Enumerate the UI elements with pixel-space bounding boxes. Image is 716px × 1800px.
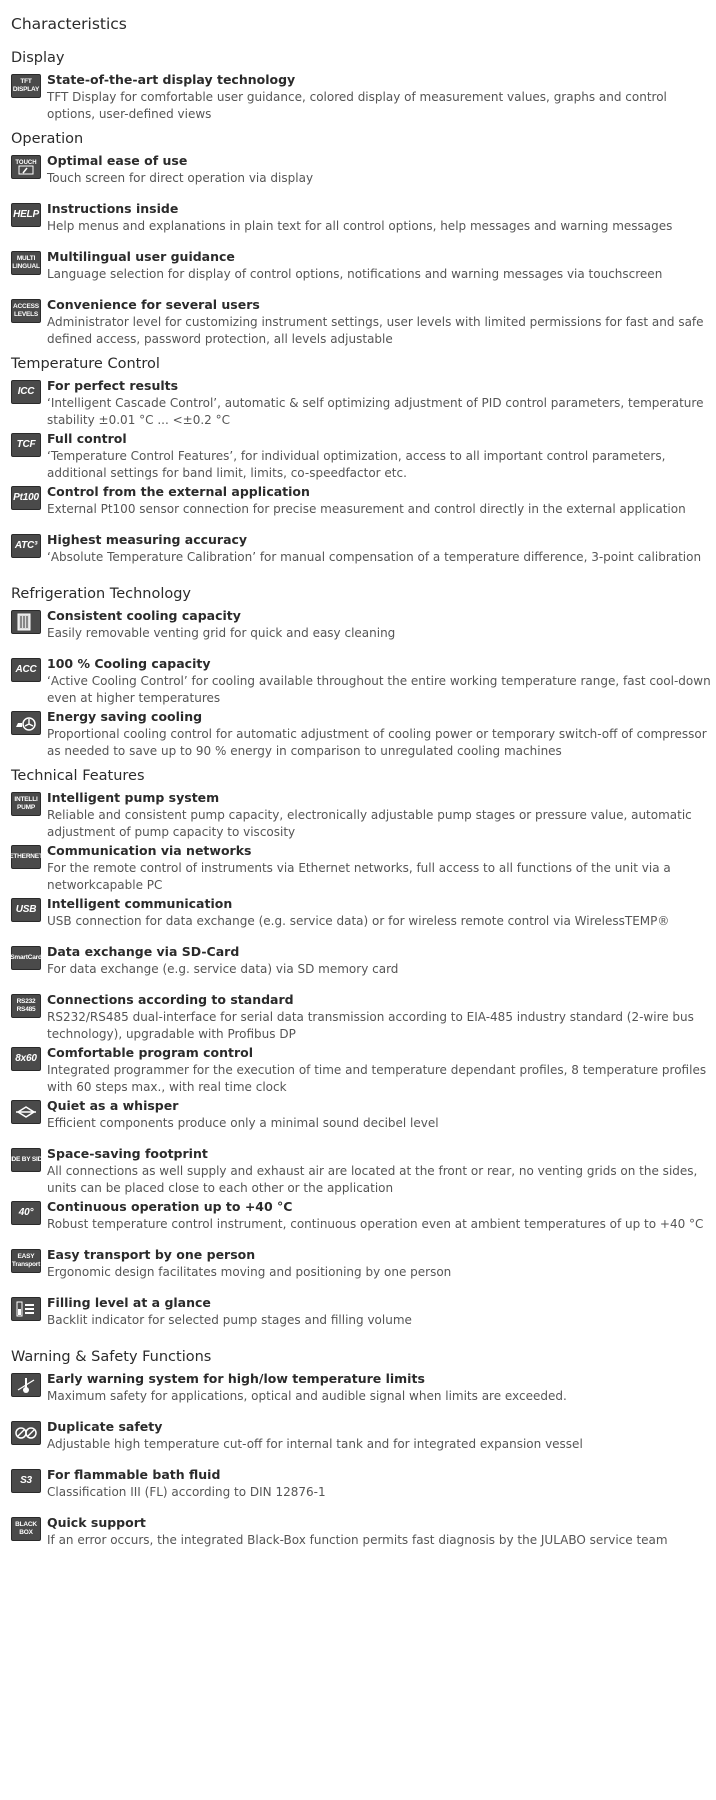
icon-label: INTELLI PUMP [14, 796, 38, 811]
feature-content [47, 654, 711, 707]
feature-description: TFT Display for comfortable user guidance, colored display of measurement values, graphs and control options, user-defined views [47, 90, 667, 121]
energy-saving-icon [11, 711, 41, 735]
feature-content [47, 1096, 711, 1132]
feature-title: Early warning system for high/low temperature limits [47, 1371, 425, 1386]
icon-label: 8x60 [15, 1053, 37, 1064]
section-refrigeration-technology [11, 584, 711, 760]
feature-title: Quiet as a whisper [47, 1098, 179, 1113]
feature-content [47, 151, 711, 187]
feature-item [11, 70, 711, 123]
feature-title: For perfect results [47, 378, 179, 393]
feature-title: Comfortable program control [47, 1045, 253, 1060]
icc-icon [11, 380, 41, 404]
help-icon [11, 203, 41, 227]
feature-content [47, 1369, 711, 1405]
pt100-icon [11, 486, 41, 510]
feature-description: Integrated programmer for the execution of time and temperature dependant profiles, 8 temperature profiles with 60 steps max., with real time clock [47, 1063, 707, 1094]
feature-title: 100 % Cooling capacity [47, 656, 211, 671]
access-levels-icon [11, 299, 41, 323]
feature-title: Highest measuring accuracy [47, 532, 248, 547]
feature-content [47, 1245, 711, 1281]
feature-description: Language selection for display of control options, notifications and warning messages via touchscreen [47, 267, 663, 281]
feature-description: If an error occurs, the integrated Black-Box function permits fast diagnosis by the JULABO service team [47, 1533, 668, 1547]
icon-label: ICC [17, 386, 35, 397]
feature-description: Backlit indicator for selected pump stages and filling volume [47, 1313, 412, 1327]
feature-item [11, 1513, 711, 1561]
feature-content [47, 707, 711, 760]
section-temperature-control [11, 354, 711, 578]
feature-item [11, 1197, 711, 1245]
feature-item [11, 990, 711, 1043]
icon-label: EASY Transport [11, 1253, 41, 1268]
feature-title: Communication via networks [47, 843, 252, 858]
icon-label: USB [15, 904, 37, 915]
icon-label: TFT DISPLAY [12, 78, 40, 93]
feature-title: Instructions inside [47, 201, 179, 216]
feature-item [11, 199, 711, 247]
feature-description: ‘Temperature Control Features’, for individual optimization, access to all important control parameters, additional settings for band limit, limits, co-speedfactor etc. [47, 449, 666, 480]
section-title: Operation [11, 131, 84, 147]
feature-title: Connections according to standard [47, 992, 294, 1007]
usb-icon [11, 898, 41, 922]
multi-lingual-icon [11, 251, 41, 275]
icon-label: BLACK BOX [15, 1521, 37, 1536]
feature-title: Convenience for several users [47, 297, 260, 312]
side-by-side-icon [5, 1148, 47, 1172]
feature-description: Robust temperature control instrument, continuous operation even at ambient temperatures of up to +40 °C [47, 1217, 704, 1231]
feature-title: Continuous operation up to +40 °C [47, 1199, 293, 1214]
feature-content [47, 376, 711, 429]
feature-description: RS232/RS485 dual-interface for serial data transmission according to EIA-485 industry standard (2-wire bus technology), upgradable with Profibus DP [47, 1010, 694, 1041]
feature-content [47, 990, 711, 1043]
feature-content [47, 606, 711, 642]
feature-description: Touch screen for direct operation via display [47, 171, 314, 185]
feature-description: Help menus and explanations in plain text for all control options, help messages and warning messages [47, 219, 673, 233]
feature-title: Multilingual user guidance [47, 249, 235, 264]
feature-item [11, 1245, 711, 1293]
section-title: Warning & Safety Functions [11, 1349, 212, 1365]
feature-description: Reliable and consistent pump capacity, electronically adjustable pump stages or pressure value, automatic adjustment of pump capacity to viscosity [47, 808, 692, 839]
feature-content [47, 199, 711, 235]
feature-title: Quick support [47, 1515, 146, 1530]
feature-description: ‘Intelligent Cascade Control’, automatic & self optimizing adjustment of PID control parameters, temperature stability ±0.01 °C ... <±0.2 °C [47, 396, 704, 427]
feature-content [47, 295, 711, 348]
feature-title: Control from the external application [47, 484, 310, 499]
page-title: Characteristics [11, 15, 127, 33]
easy-transport-icon [11, 1249, 41, 1273]
rs232-rs485-icon [11, 994, 41, 1018]
feature-description: USB connection for data exchange (e.g. service data) or for wireless remote control via WirelessTEMP® [47, 914, 670, 928]
feature-description: For the remote control of instruments via Ethernet networks, full access to all functions of the unit via a networkcapable PC [47, 861, 671, 892]
feature-content [47, 841, 711, 894]
feature-item [11, 151, 711, 199]
feature-item [11, 482, 711, 530]
feature-title: State-of-the-art display technology [47, 72, 296, 87]
touch-icon [11, 155, 41, 179]
feature-item [11, 429, 711, 482]
feature-item [11, 1369, 711, 1417]
feature-title: Full control [47, 431, 127, 446]
feature-item [11, 247, 711, 295]
feature-title: Optimal ease of use [47, 153, 188, 168]
feature-description: Maximum safety for applications, optical and audible signal when limits are exceeded. [47, 1389, 567, 1403]
ethernet-icon [11, 845, 41, 869]
filling-level-icon [11, 1297, 41, 1321]
feature-item [11, 942, 711, 990]
icon-label: HELP [13, 209, 39, 220]
feature-title: Data exchange via SD-Card [47, 944, 240, 959]
feature-title: Consistent cooling capacity [47, 608, 241, 623]
section-title: Temperature Control [11, 356, 160, 372]
feature-content [47, 1043, 711, 1096]
feature-content [47, 1293, 711, 1329]
feature-title: For flammable bath fluid [47, 1467, 221, 1482]
feature-content [47, 1417, 711, 1453]
feature-content [47, 247, 711, 283]
feature-description: External Pt100 sensor connection for precise measurement and control directly in the external application [47, 502, 686, 516]
icon-label: RS232 RS485 [16, 998, 36, 1013]
icon-label: S3 [20, 1475, 32, 1486]
feature-title: Energy saving cooling [47, 709, 203, 724]
icon-label: SmartCard [10, 954, 42, 961]
feature-item [11, 295, 711, 348]
feature-item [11, 376, 711, 429]
feature-item [11, 654, 711, 707]
feature-description: ‘Active Cooling Control’ for cooling available throughout the entire working temperature range, fast cool-down even at higher temperatures [47, 674, 711, 705]
feature-item [11, 530, 711, 578]
feature-content [47, 530, 711, 566]
feature-description: Proportional cooling control for automatic adjustment of cooling power or temporary switch-off of compressor as needed to save up to 90 % energy in comparison to unregulated cooling machines [47, 727, 707, 758]
feature-description: Classification III (FL) according to DIN 12876-1 [47, 1485, 326, 1499]
sections-container [5, 48, 711, 1561]
icon-label: ACC [15, 664, 37, 675]
feature-content [47, 482, 711, 518]
feature-content [47, 1513, 711, 1549]
section-title: Technical Features [11, 768, 145, 784]
40-degree-icon [11, 1201, 41, 1225]
section-display [11, 48, 711, 123]
feature-content [47, 1197, 711, 1233]
feature-description: Adjustable high temperature cut-off for internal tank and for integrated expansion vessel [47, 1437, 583, 1451]
icon-label: Pt100 [13, 492, 39, 503]
feature-item [11, 1417, 711, 1465]
icon-label: 40° [18, 1207, 34, 1218]
feature-content [47, 1465, 711, 1501]
feature-content [47, 894, 711, 930]
section-technical-features [5, 766, 711, 1341]
feature-content [47, 788, 711, 841]
feature-description: Efficient components produce only a minimal sound decibel level [47, 1116, 439, 1130]
s3-icon [11, 1469, 41, 1493]
feature-title: Intelligent pump system [47, 790, 220, 805]
feature-item [11, 1293, 711, 1341]
icon-label: ETHERNET [9, 853, 43, 860]
feature-description: For data exchange (e.g. service data) via SD memory card [47, 962, 399, 976]
feature-title: Intelligent communication [47, 896, 233, 911]
feature-item [11, 707, 711, 760]
icon-label: TCF [16, 439, 36, 450]
icon-label: ATC³ [14, 540, 38, 551]
svg-text:TOUCH: TOUCH [15, 160, 37, 166]
thermometer-warning-icon [11, 1373, 41, 1397]
feature-item [5, 1144, 711, 1197]
feature-item [11, 1043, 711, 1096]
venting-grid-icon [11, 610, 41, 634]
icon-label: SIDE BY SIDE [5, 1156, 47, 1163]
feature-title: Filling level at a glance [47, 1295, 211, 1310]
feature-description: Administrator level for customizing instrument settings, user levels with limited permissions for fast and safe defined access, password protection, all levels adjustable [47, 315, 704, 346]
feature-title: Duplicate safety [47, 1419, 163, 1434]
feature-item [11, 1465, 711, 1513]
feature-content [47, 942, 711, 978]
feature-item [11, 1096, 711, 1144]
feature-item [11, 788, 711, 841]
section-title: Refrigeration Technology [11, 586, 192, 602]
icon-label: MULTI LINGUAL [12, 255, 40, 270]
tft-display-icon [11, 74, 41, 98]
section-operation [11, 129, 711, 348]
section-title: Display [11, 50, 65, 66]
feature-description: ‘Absolute Temperature Calibration’ for manual compensation of a temperature difference, 3-point calibration [47, 550, 702, 564]
feature-title: Easy transport by one person [47, 1247, 256, 1262]
atc3-icon [11, 534, 41, 558]
section-warning-safety-functions [11, 1347, 711, 1561]
icon-label: ACCESS LEVELS [13, 303, 39, 318]
feature-item [11, 606, 711, 654]
feature-description: Easily removable venting grid for quick and easy cleaning [47, 626, 396, 640]
feature-content [47, 429, 711, 482]
feature-content [47, 70, 711, 123]
quiet-icon [11, 1100, 41, 1124]
tcf-icon [11, 433, 41, 457]
feature-description: All connections as well supply and exhaust air are located at the front or rear, no venting grids on the sides, units can be placed close to each other or the application [47, 1164, 698, 1195]
feature-description: Ergonomic design facilitates moving and positioning by one person [47, 1265, 452, 1279]
intelli-pump-icon [11, 792, 41, 816]
feature-title: Space-saving footprint [47, 1146, 208, 1161]
black-box-icon [11, 1517, 41, 1541]
program-8x60-icon [11, 1047, 41, 1071]
duplicate-safety-icon [11, 1421, 41, 1445]
feature-content [47, 1144, 711, 1197]
feature-item [11, 894, 711, 942]
feature-item [11, 841, 711, 894]
acc-icon [11, 658, 41, 682]
smartcard-icon [11, 946, 41, 970]
